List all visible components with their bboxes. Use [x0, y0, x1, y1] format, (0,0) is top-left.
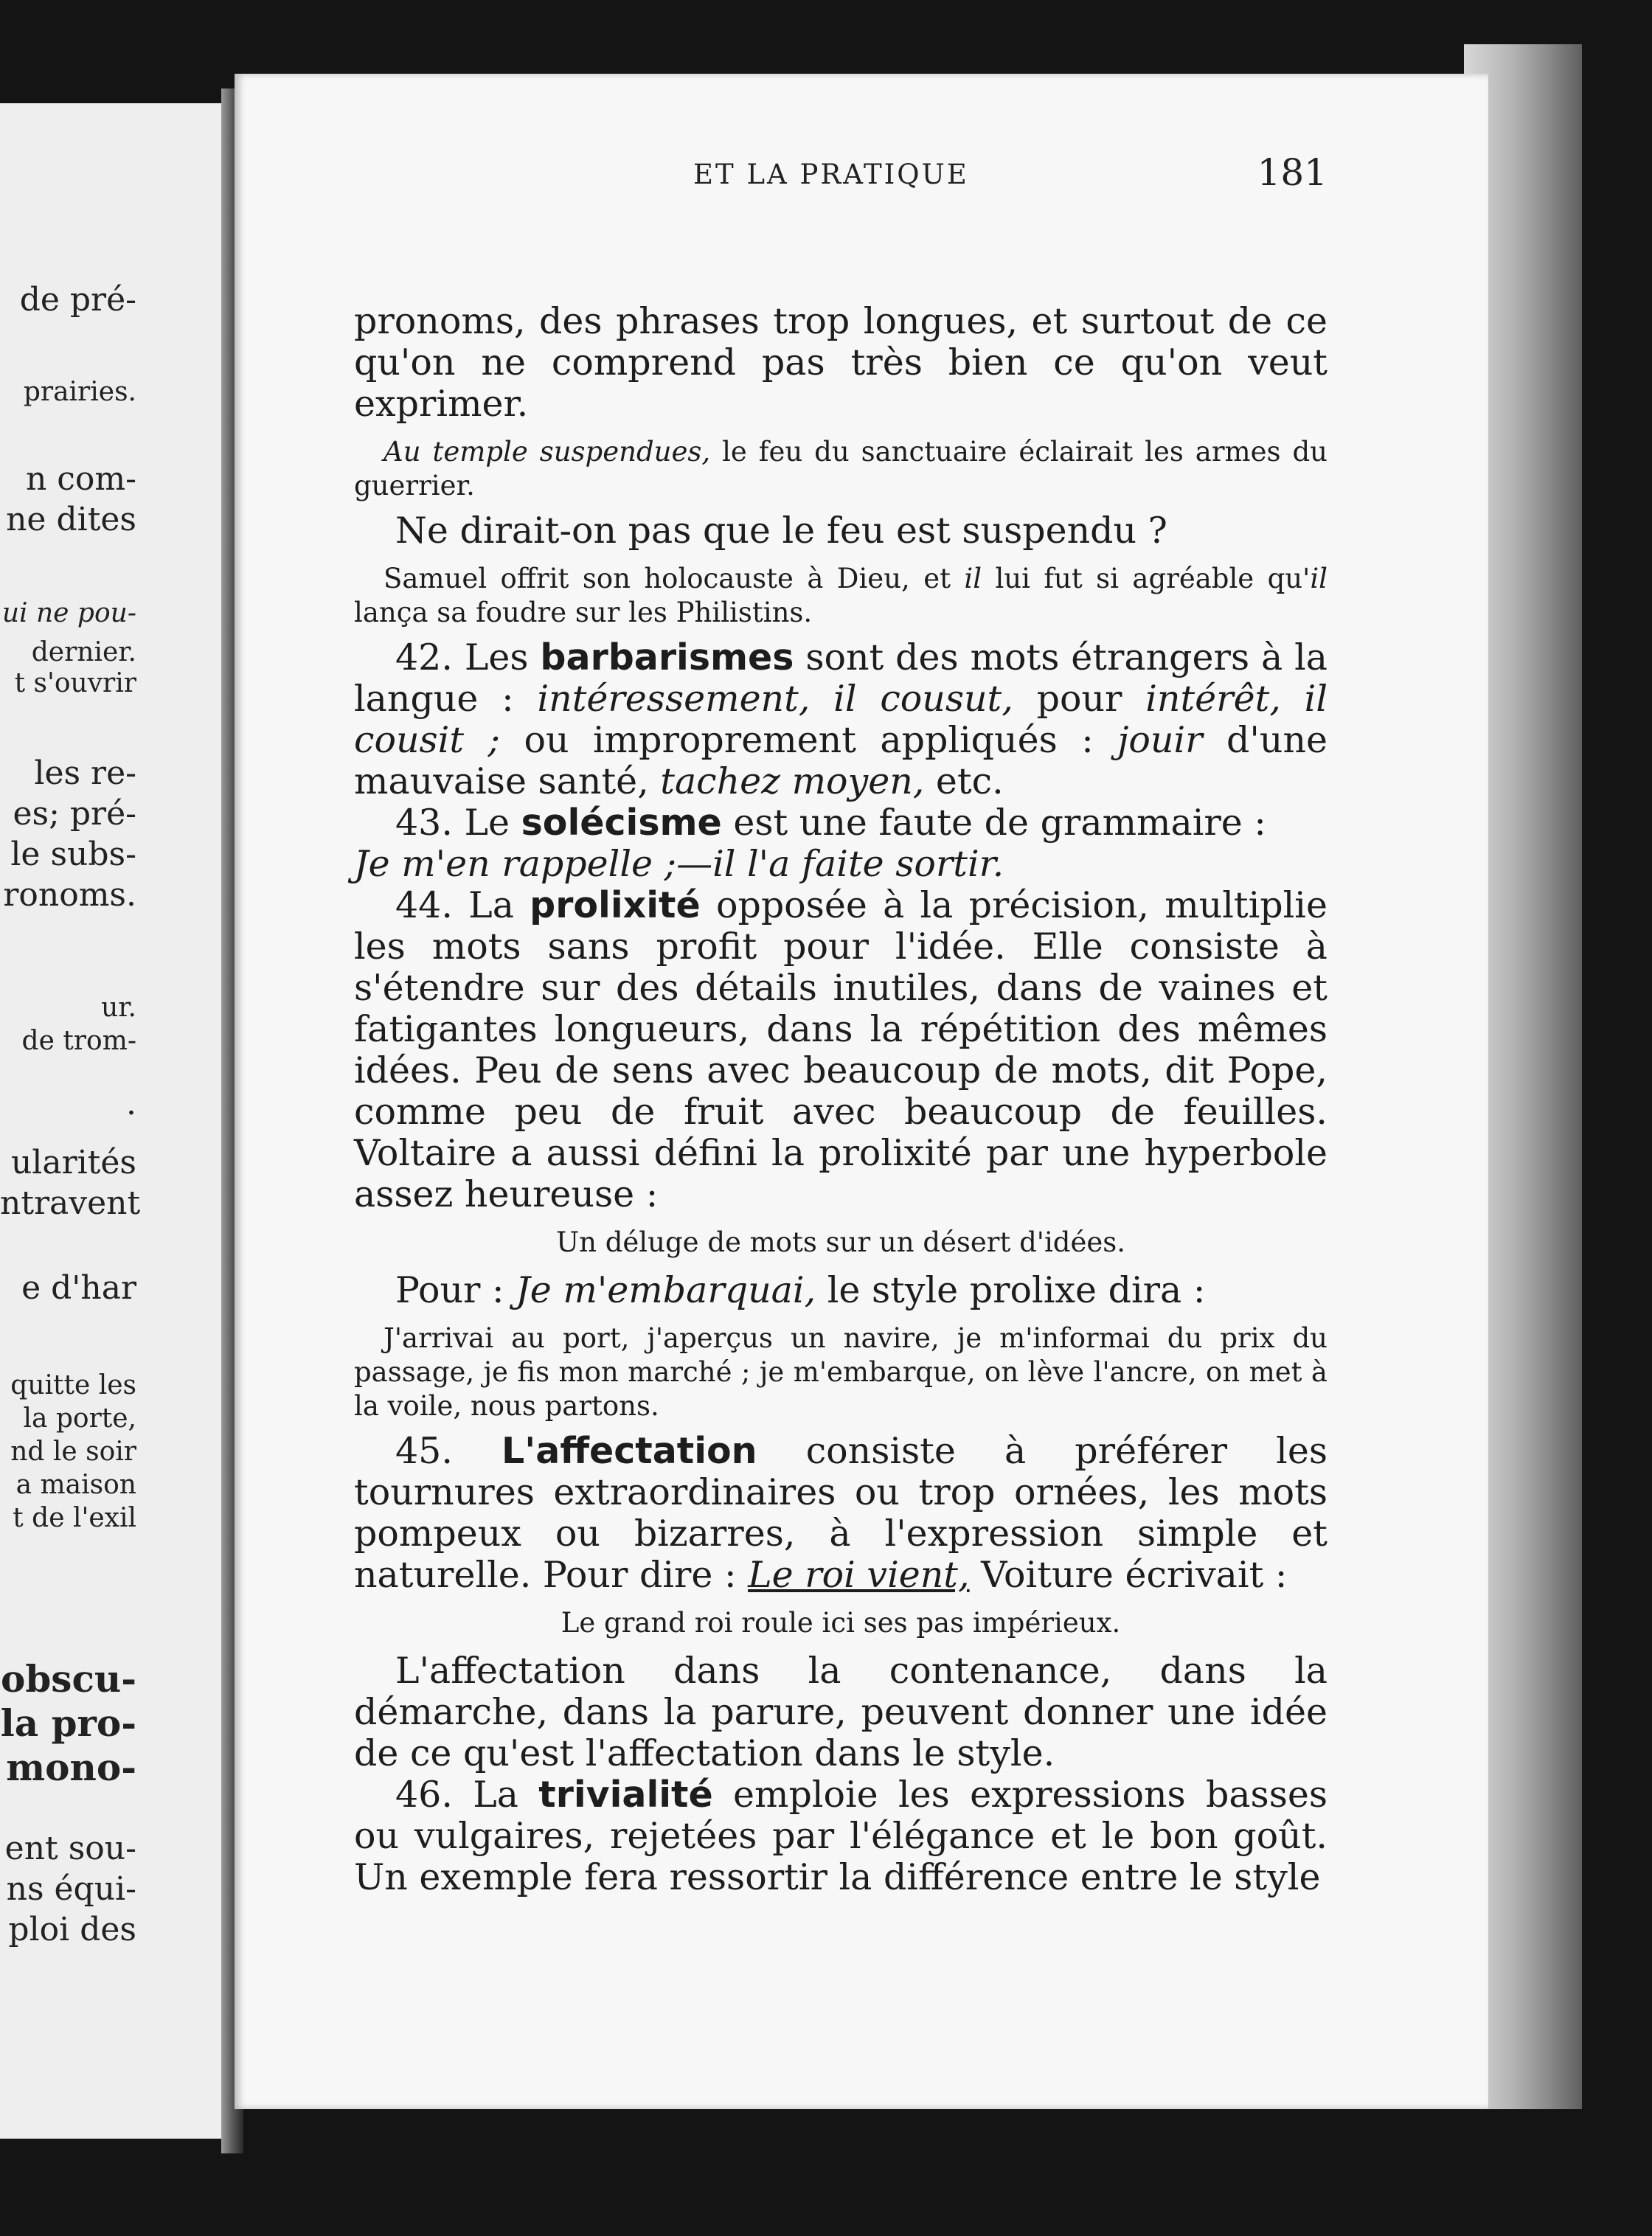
left-page-line: ularités — [10, 1144, 136, 1181]
paragraph-44-prolixite: 44. La prolixité opposée à la précision, multiplie les mots sans profit pour l'idée. Elle consiste à s'étendre sur des détails inutiles, dans de vaines et fatigantes longueurs, dans la répétition des mêmes idées. Peu de sens avec beaucoup de mots, dit Pope, comme peu de fruit avec beaucoup de feuilles. Voltaire a aussi défini la prolixité par une hyperbole assez heureuse : — [354, 884, 1328, 1215]
left-page-line: les re- — [34, 754, 136, 792]
quote-grand-roi: Le grand roi roule ici ses pas impérieux. — [560, 1607, 1121, 1639]
running-header — [457, 151, 1328, 203]
paragraph-continued: pronoms, des phrases trop longues, et surtout de ce qu'on ne comprend pas très bien ce qu'on veut exprimer. — [354, 300, 1328, 425]
left-page-line: la porte, — [23, 1403, 136, 1434]
left-page-line: a maison — [15, 1470, 136, 1500]
left-page-line: t s'ouvrir — [14, 668, 136, 698]
left-page-line: . — [126, 1085, 136, 1122]
left-page-line: ploi des — [8, 1911, 136, 1948]
example-embarque: J'arrivai au port, j'aperçus un navire, je m'informai du prix du passage, je fis mon marché ; je m'embarque, on lève l'ancre, on met à la voile, nous partons. — [354, 1322, 1328, 1422]
left-page-fragment — [0, 103, 229, 2139]
quote-deluge: Un déluge de mots sur un désert d'idées. — [555, 1226, 1126, 1258]
example-solecisme: Je m'en rappelle ;—il l'a faite sortir. — [354, 843, 1004, 885]
left-page-line: ns équi- — [6, 1870, 136, 1908]
left-page-line: de pré- — [19, 281, 136, 319]
paragraph-43-solecisme: 43. Le solécisme est une faute de grammaire : — [395, 802, 1266, 844]
left-page-line: le subs- — [10, 836, 136, 873]
term-solecisme: solécisme — [521, 802, 722, 844]
example-temple: Au temple suspendues, le feu du sanctuaire éclairait les armes du guerrier. — [354, 436, 1328, 501]
term-affectation: L'affectation — [502, 1430, 757, 1472]
page-number: 181 — [1257, 151, 1328, 194]
left-page-line: quitte les — [10, 1370, 136, 1400]
left-page-line: ui ne pou- — [1, 598, 136, 628]
paragraph-42-barbarismes: 42. Les barbarismes sont des mots étrangers à la langue : intéressement, il cousut, pour intérêt, il cousit ; ou improprement appliqués : jouir d'une mauvaise santé, tachez moyen, etc. — [354, 636, 1328, 802]
paragraph-affectation-contenance: L'affectation dans la contenance, dans la démarche, dans la parure, peuvent donner une idée de ce qu'est l'affectation dans le style. — [354, 1650, 1328, 1774]
paragraph-46-trivialite: 46. La trivialité emploie les expressions basses ou vulgaires, rejetées par l'élégance et le bon goût. Un exemple fera ressortir la différence entre le style — [354, 1774, 1328, 1898]
left-page-line: n com- — [25, 460, 136, 498]
paragraph-question: Ne dirait-on pas que le feu est suspendu ? — [395, 510, 1167, 552]
left-page-line: de trom- — [21, 1026, 136, 1056]
left-page-line: ent sou- — [4, 1830, 136, 1867]
left-page-line: t de l'exil — [13, 1503, 136, 1533]
left-page-line: la pro- — [0, 1701, 136, 1745]
term-barbarismes: barbarismes — [540, 636, 794, 678]
header-title: ET LA PRATIQUE — [693, 159, 969, 190]
left-page-line: mono- — [6, 1746, 136, 1789]
left-page-line: dernier. — [31, 637, 136, 667]
example-samuel: Samuel offrit son holocauste à Dieu, et il lui fut si agréable qu'il lança sa foudre sur les Philistins. — [354, 563, 1328, 628]
left-page-line: e d'har — [21, 1269, 136, 1307]
left-page-line: obscu- — [0, 1657, 136, 1701]
left-page-line: ntravent — [0, 1184, 141, 1222]
paragraph-pour: Pour : Je m'embarquai, le style prolixe dira : — [395, 1269, 1206, 1311]
left-page-line: ne dites — [6, 501, 136, 538]
paragraph-45-affectation: 45. L'affectation consiste à préférer les tournures extraordinaires ou trop ornées, les mots pompeux ou bizarres, à l'expression simple et naturelle. Pour dire : Le roi vient, Voiture écrivait : — [354, 1430, 1328, 1596]
left-page-line: ur. — [101, 993, 136, 1023]
left-page-line: prairies. — [23, 377, 136, 407]
term-prolixite: prolixité — [530, 884, 701, 926]
left-page-line: nd le soir — [10, 1437, 136, 1467]
term-trivialite: trivialité — [538, 1774, 713, 1816]
page-body — [354, 301, 1328, 1898]
left-page-line: es; pré- — [13, 795, 136, 833]
left-page-line: ronoms. — [3, 876, 136, 914]
